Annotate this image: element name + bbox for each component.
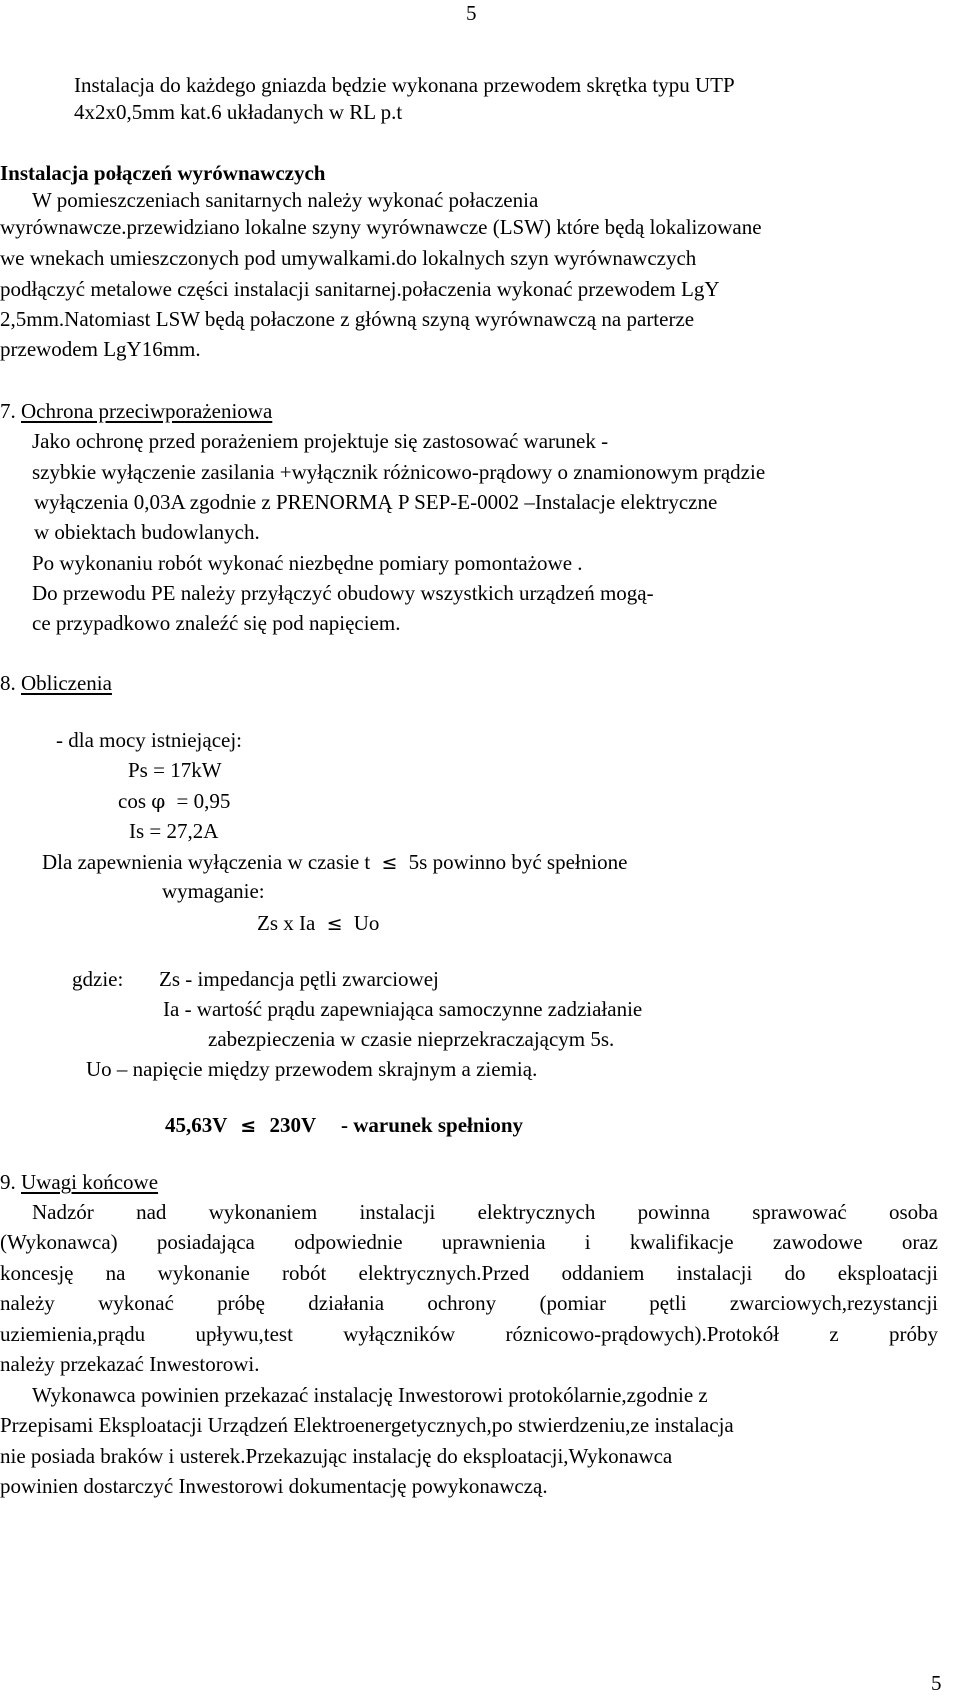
requirement-label: wymaganie: [162, 879, 265, 903]
condition-text-b: 5s powinno być spełnione [408, 850, 628, 874]
section-9-line: (Wykonawca) posiadająca odpowiednie uprawnienia i kwalifikacje zawodowe oraz [0, 1230, 938, 1254]
section-7-title: Ochrona przeciwporażeniowa [21, 399, 273, 423]
uo-definition: Uo – napięcie między przewodem skrajnym a ziemią. [86, 1057, 538, 1081]
section-7-line: Do przewodu PE należy przyłączyć obudowy wszystkich urządzeń mogą- [32, 581, 654, 605]
section-9-line: nie posiada braków i usterek.Przekazując instalację do eksploatacji,Wykonawca [0, 1444, 673, 1468]
formula-right: Uo [353, 911, 380, 935]
cos-value: = 0,95 [176, 789, 231, 813]
zs-definition: Zs - impedancja pętli zwarciowej [159, 967, 439, 991]
equipotential-heading: Instalacja połączeń wyrównawczych [0, 161, 326, 185]
section-9-title: Uwagi końcowe [21, 1170, 159, 1194]
intro-line-2: 4x2x0,5mm kat.6 układanych w RL p.t [74, 100, 403, 124]
section-7-number: 7. [0, 399, 16, 423]
result-verdict: - warunek spełniony [341, 1113, 524, 1137]
section-8-title: Obliczenia [21, 671, 112, 695]
section-7-heading [0, 398, 272, 424]
cos-phi-value [118, 788, 230, 814]
section-7-line: w obiektach budowlanych. [34, 520, 260, 544]
section-8-heading [0, 670, 112, 696]
cos-label: cos [118, 789, 146, 813]
formula [257, 910, 379, 937]
section-9-line: Wykonawca powinien przekazać instalację Inwestorowi protokólarnie,zgodnie z [32, 1383, 708, 1407]
section-9-line: Przepisami Eksploatacji Urządzeń Elektroenergetycznych,po stwierdzeniu,ze instalacja [0, 1413, 734, 1437]
formula-left: Zs x Ia [257, 911, 316, 935]
section-7-line: wyłączenia 0,03A zgodnie z PRENORMĄ P SEP-E-0002 –Instalacje elektryczne [34, 490, 718, 514]
less-equal-icon: ≤ [381, 852, 398, 874]
section-9-line: koncesję na wykonanie robót elektrycznych.Przed oddaniem instalacji do eksploatacji [0, 1261, 938, 1285]
section-7-line: Po wykonaniu robót wykonać niezbędne pomiary pomontażowe . [32, 551, 583, 575]
ia-definition-cont: zabezpieczenia w czasie nieprzekraczającym 5s. [208, 1027, 615, 1051]
section-9-heading [0, 1169, 158, 1195]
section-9-line: należy przekazać Inwestorowi. [0, 1352, 260, 1376]
result-left: 45,63V [165, 1113, 228, 1137]
less-equal-icon: ≤ [326, 913, 343, 935]
equipotential-line: 2,5mm.Natomiast LSW będą połaczone z główną szyną wyrównawczą na parterze [0, 307, 695, 331]
result-line [165, 1112, 523, 1139]
section-8-number: 8. [0, 671, 16, 695]
is-value: Is = 27,2A [129, 819, 219, 843]
section-9-line: Nadzór nad wykonaniem instalacji elektrycznych powinna sprawować osoba [32, 1200, 938, 1224]
equipotential-line: przewodem LgY16mm. [0, 337, 201, 361]
section-7-line: Jako ochronę przed porażeniem projektuje się zastosować warunek - [32, 429, 609, 453]
page-number-top: 5 [466, 1, 477, 25]
section-7-line: ce przypadkowo znaleźć się pod napięciem. [32, 611, 401, 635]
less-equal-icon: ≤ [240, 1115, 257, 1137]
existing-power-label: - dla mocy istniejącej: [56, 728, 243, 752]
section-9-line: powinien dostarczyć Inwestorowi dokumentację powykonawczą. [0, 1474, 548, 1498]
ps-value: Ps = 17kW [128, 758, 222, 782]
section-9-line: uziemienia,prądu upływu,test wyłączników róznicowo-prądowych).Protokół z próby [0, 1322, 938, 1346]
result-right: 230V [269, 1113, 316, 1137]
where-label: gdzie: [72, 967, 124, 991]
ia-definition: Ia - wartość prądu zapewniająca samoczynne zadziałanie [163, 997, 643, 1021]
section-7-line: szybkie wyłączenie zasilania +wyłącznik różnicowo-prądowy o znamionowym prądzie [32, 460, 766, 484]
equipotential-line: we wnekach umieszczonych pod umywalkami.do lokalnych szyn wyrównawczych [0, 246, 697, 270]
condition-text-a: Dla zapewnienia wyłączenia w czasie t [42, 850, 371, 874]
equipotential-line: podłączyć metalowe części instalacji sanitarnej.połaczenia wykonać przewodem LgY [0, 277, 720, 301]
equipotential-line: wyrównawcze.przewidziano lokalne szyny wyrównawcze (LSW) które będą lokalizowane [0, 215, 762, 239]
phi-symbol: φ [151, 789, 166, 813]
page-number-bottom: 5 [931, 1671, 942, 1695]
condition-line [42, 849, 627, 876]
section-9-line: należy wykonać próbę działania ochrony (pomiar pętli zwarciowych,rezystancji [0, 1291, 938, 1315]
equipotential-line: W pomieszczeniach sanitarnych należy wykonać połaczenia [32, 188, 539, 212]
intro-line-1: Instalacja do każdego gniazda będzie wykonana przewodem skrętka typu UTP [74, 73, 735, 97]
section-9-number: 9. [0, 1170, 16, 1194]
